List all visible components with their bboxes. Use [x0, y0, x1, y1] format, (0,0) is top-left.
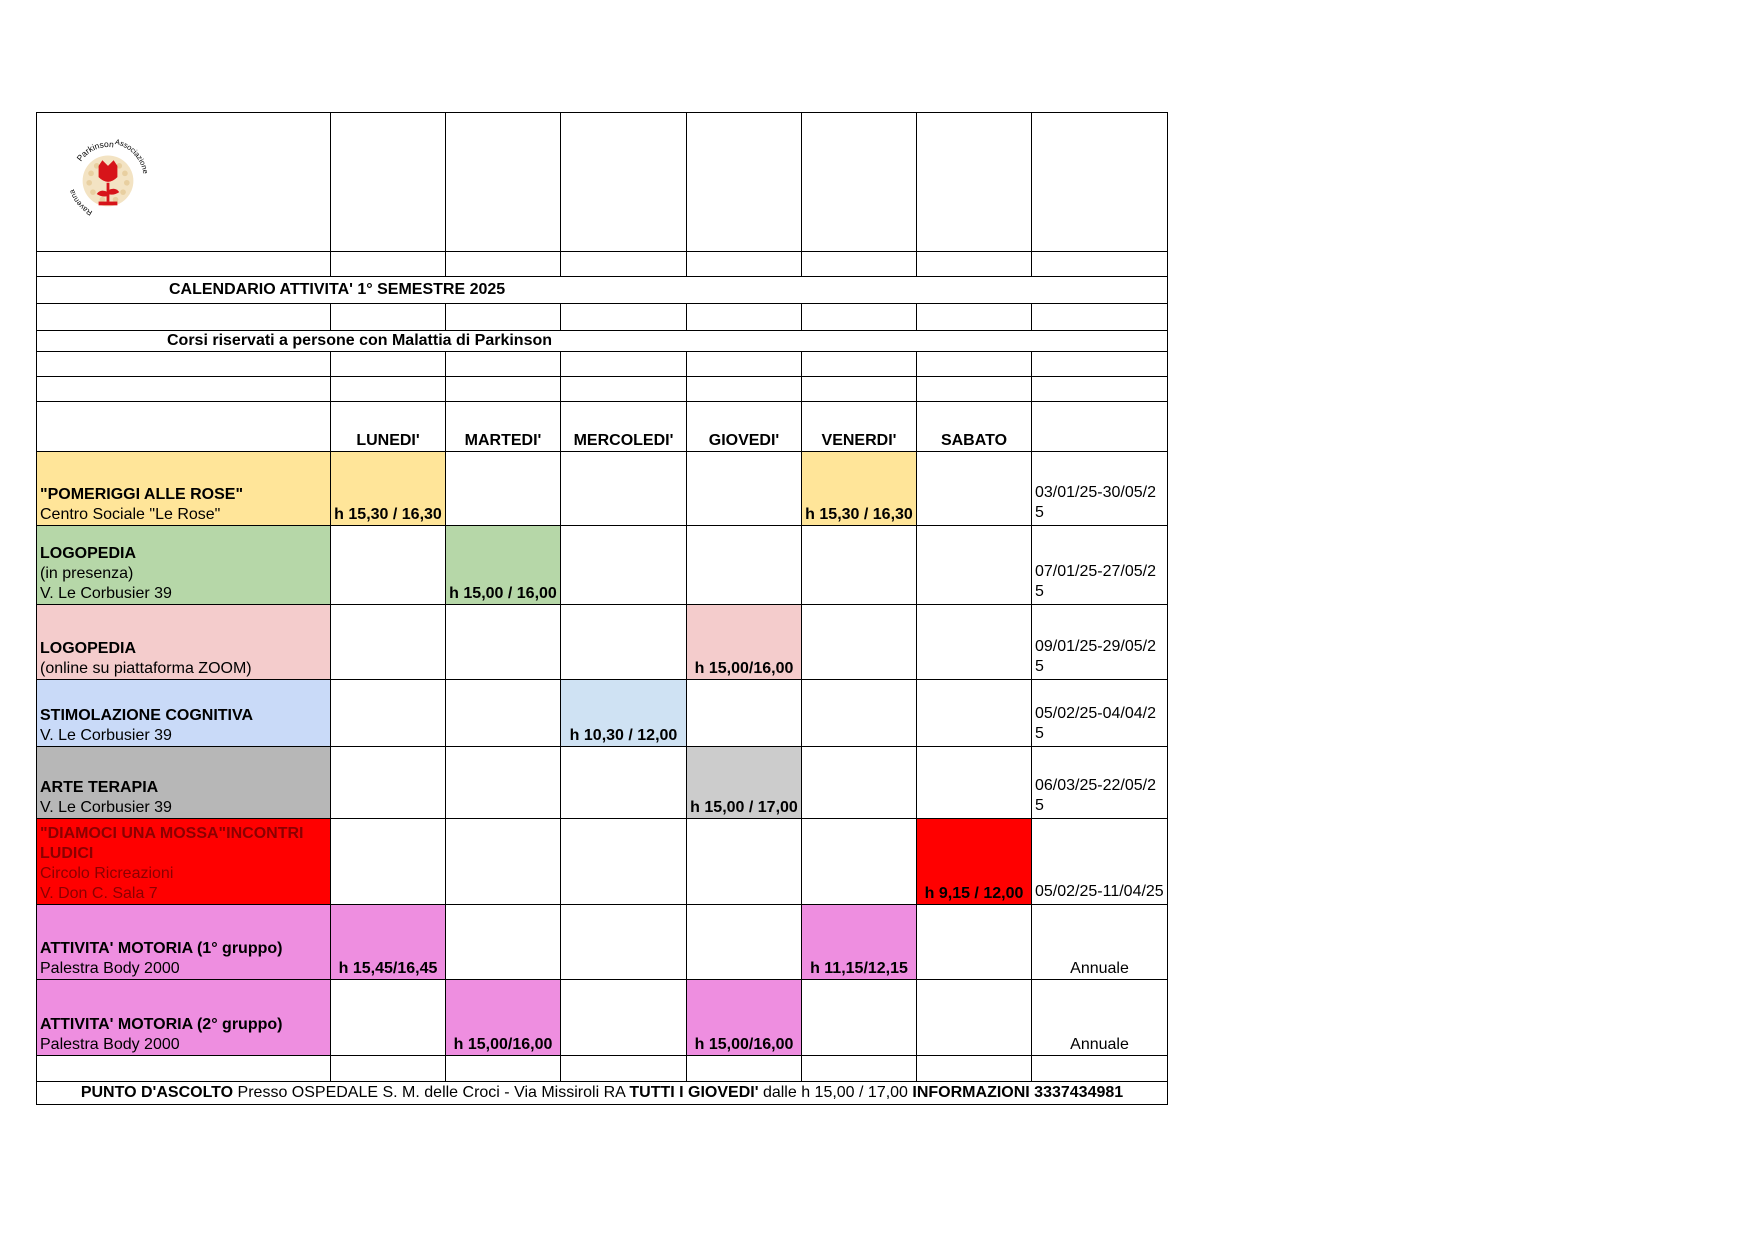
svg-text:Parkinson: Parkinson [74, 138, 115, 164]
empty-slot [561, 819, 687, 905]
empty-slot [917, 747, 1032, 819]
activity-row [37, 905, 1168, 980]
footer-b3: INFORMAZIONI 3337434981 [912, 1084, 1124, 1101]
time-slot: h 15,45/16,45 [331, 905, 446, 980]
empty-slot [446, 452, 561, 526]
empty-slot [446, 605, 561, 680]
time-slot: h 15,00 / 16,00 [446, 526, 561, 605]
activity-period: 09/01/25-29/05/25 [1032, 605, 1168, 680]
activity-row [37, 452, 1168, 526]
time-slot: h 10,30 / 12,00 [561, 680, 687, 747]
activity-name-cell [37, 819, 331, 905]
empty-slot [561, 905, 687, 980]
empty-slot [331, 980, 446, 1056]
empty-slot [802, 526, 917, 605]
parkinson-logo [61, 132, 155, 226]
empty-slot [687, 680, 802, 747]
empty-slot [687, 526, 802, 605]
page-subtitle: Corsi riservati a persone con Malattia di Parkinson [37, 331, 1168, 352]
activity-period: 07/01/25-27/05/25 [1032, 526, 1168, 605]
day-header: VENERDI' [802, 402, 917, 452]
activity-name: ARTE TERAPIA [40, 779, 159, 796]
activity-row [37, 605, 1168, 680]
empty-slot [446, 680, 561, 747]
svg-text:Ravenna: Ravenna [67, 188, 94, 218]
empty-slot [687, 819, 802, 905]
empty-slot [802, 819, 917, 905]
activity-name: "POMERIGGI ALLE ROSE" [40, 486, 244, 503]
day-header: LUNEDI' [331, 402, 446, 452]
time-slot: h 9,15 / 12,00 [917, 819, 1032, 905]
empty-slot [331, 819, 446, 905]
activity-location: (in presenza) [40, 565, 134, 582]
activity-period: 06/03/25-22/05/25 [1032, 747, 1168, 819]
empty-slot [331, 526, 446, 605]
empty-slot [917, 452, 1032, 526]
activity-row [37, 680, 1168, 747]
footer-t2: dalle h 15,00 / 17,00 [758, 1084, 913, 1101]
activity-name-cell [37, 526, 331, 605]
page-title: CALENDARIO ATTIVITA' 1° SEMESTRE 2025 [37, 277, 1168, 304]
day-header: MERCOLEDI' [561, 402, 687, 452]
activity-location: Circolo Ricreazioni [40, 865, 174, 882]
empty-slot [446, 747, 561, 819]
activity-calendar-table [36, 112, 1168, 1105]
empty-slot [917, 526, 1032, 605]
activity-name-cell [37, 905, 331, 980]
activity-period: 05/02/25-11/04/25 [1032, 819, 1168, 905]
time-slot: h 15,30 / 16,30 [802, 452, 917, 526]
time-slot: h 15,00 / 17,00 [687, 747, 802, 819]
empty-slot [917, 905, 1032, 980]
svg-text:Associazione: Associazione [114, 137, 151, 175]
empty-slot [561, 605, 687, 680]
empty-slot [687, 452, 802, 526]
activity-row [37, 747, 1168, 819]
period-header [1032, 402, 1168, 452]
time-slot: h 15,00/16,00 [687, 605, 802, 680]
day-header: GIOVEDI' [687, 402, 802, 452]
empty-slot [802, 605, 917, 680]
activity-name-cell [37, 605, 331, 680]
activity-period: Annuale [1032, 980, 1168, 1056]
empty-slot [802, 680, 917, 747]
activity-location: V. Don C. Sala 7 [40, 885, 158, 902]
empty-slot [446, 905, 561, 980]
empty-slot [802, 747, 917, 819]
activity-location: Centro Sociale "Le Rose" [40, 506, 221, 523]
activity-row [37, 526, 1168, 605]
activity-period: 05/02/25-04/04/25 [1032, 680, 1168, 747]
empty-slot [917, 680, 1032, 747]
empty-slot [687, 905, 802, 980]
activity-location: (online su piattaforma ZOOM) [40, 660, 252, 677]
activity-row [37, 980, 1168, 1056]
day-header: MARTEDI' [446, 402, 561, 452]
activity-name: LOGOPEDIA [40, 640, 137, 657]
empty-slot [331, 680, 446, 747]
activity-location: Palestra Body 2000 [40, 960, 180, 977]
activity-location: V. Le Corbusier 39 [40, 727, 172, 744]
empty-slot [561, 526, 687, 605]
logo-cell [37, 113, 331, 252]
activity-name: ATTIVITA' MOTORIA (2° gruppo) [40, 1016, 283, 1033]
time-slot: h 11,15/12,15 [802, 905, 917, 980]
activity-name: "DIAMOCI UNA MOSSA"INCONTRI LUDICI [40, 825, 304, 862]
activity-location: V. Le Corbusier 39 [40, 585, 172, 602]
time-slot: h 15,30 / 16,30 [331, 452, 446, 526]
activity-name: LOGOPEDIA [40, 545, 137, 562]
activity-period: 03/01/25-30/05/25 [1032, 452, 1168, 526]
empty-slot [802, 980, 917, 1056]
empty-slot [561, 452, 687, 526]
day-header: SABATO [917, 402, 1032, 452]
empty-slot [917, 980, 1032, 1056]
empty-slot [331, 747, 446, 819]
empty-slot [331, 605, 446, 680]
footer-info [37, 1082, 1168, 1105]
activity-location: Palestra Body 2000 [40, 1036, 180, 1053]
activity-name-cell [37, 452, 331, 526]
activity-name: STIMOLAZIONE COGNITIVA [40, 707, 254, 724]
activity-name-cell [37, 980, 331, 1056]
header-empty [37, 402, 331, 452]
empty-slot [561, 747, 687, 819]
activity-name: ATTIVITA' MOTORIA (1° gruppo) [40, 940, 283, 957]
time-slot: h 15,00/16,00 [687, 980, 802, 1056]
activity-name-cell [37, 680, 331, 747]
footer-t1: Presso OSPEDALE S. M. delle Croci - Via Missiroli RA [233, 1084, 630, 1101]
activity-location: V. Le Corbusier 39 [40, 799, 172, 816]
footer-b2: TUTTI I GIOVEDI' [629, 1084, 759, 1101]
activity-name-cell [37, 747, 331, 819]
empty-slot [561, 980, 687, 1056]
empty-slot [446, 819, 561, 905]
time-slot: h 15,00/16,00 [446, 980, 561, 1056]
footer-b1: PUNTO D'ASCOLTO [80, 1084, 234, 1101]
activity-row [37, 819, 1168, 905]
activity-period: Annuale [1032, 905, 1168, 980]
empty-slot [917, 605, 1032, 680]
